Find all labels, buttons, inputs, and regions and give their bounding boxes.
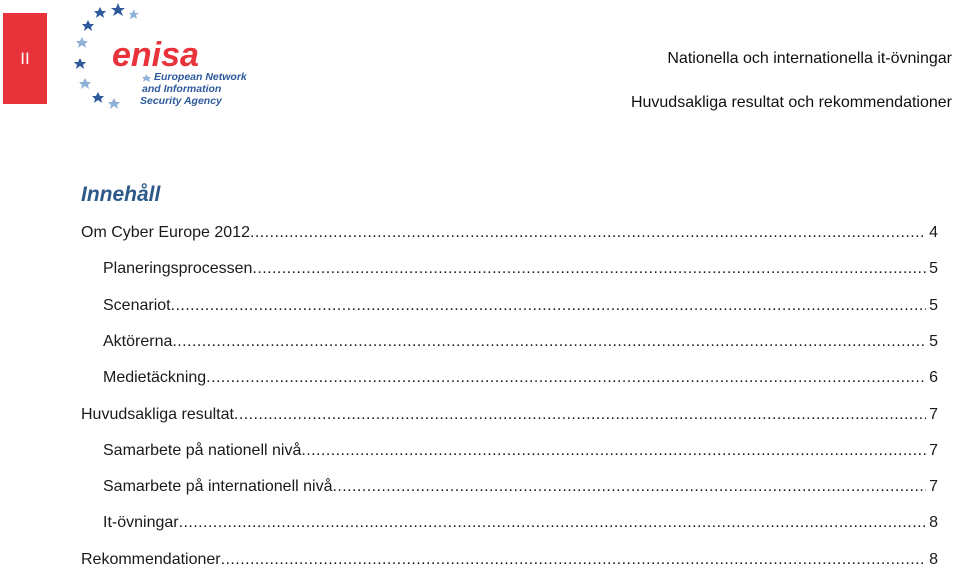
toc-entry-page: 8 [929,514,938,532]
toc-entry-page: 7 [929,405,938,423]
toc-entry[interactable] [103,260,938,282]
toc-dot-leader [234,406,926,424]
toc-heading: Innehåll [81,183,161,206]
toc-dot-leader [252,260,926,278]
toc-entry-label: Planeringsprocessen [103,260,253,278]
toc-entry-label: Om Cyber Europe 2012 [81,224,250,241]
logo-line-1: European Network [154,71,247,83]
toc-dot-leader [250,224,926,242]
toc-entry[interactable] [103,297,938,319]
page-section-tab: II [3,13,47,104]
toc-dot-leader [332,478,926,496]
document-subtitle: Huvudsakliga resultat och rekommendationer [630,94,952,111]
toc-entry-page: 6 [929,369,938,387]
toc-entry-label: Rekommendationer [81,550,221,568]
toc-entry[interactable] [103,478,938,500]
toc-entry[interactable] [103,442,938,464]
toc-entry-page: 5 [929,260,938,278]
toc-entry-page: 4 [929,224,938,241]
toc-entry-label: Huvudsakliga resultat [81,405,234,423]
enisa-logo [74,0,264,118]
toc-dot-leader [301,442,926,460]
toc-entry-label: Samarbete på internationell nivå [103,478,333,496]
logo-wordmark: enisa [112,36,199,74]
toc-entry-label: Aktörerna [103,332,173,350]
toc-entry[interactable] [81,406,938,428]
toc-entry-page: 5 [929,296,938,314]
logo-line-3: Security Agency [140,95,222,107]
document-title: Nationella och internationella it-övningar [667,50,952,67]
toc-entry-page: 7 [929,478,938,496]
toc-dot-leader [206,369,926,387]
toc-entry-page: 8 [929,550,938,568]
toc-entry-label: It-övningar [103,514,179,532]
toc-entry-page: 5 [929,332,938,350]
toc-entry[interactable] [81,224,938,246]
toc-entry-page: 7 [929,441,938,459]
toc-entry-label: Medietäckning [103,369,207,387]
toc-entry[interactable] [81,551,938,573]
toc-entry-label: Samarbete på nationell nivå [103,441,302,459]
toc-entry[interactable] [103,514,938,536]
toc-entry[interactable] [103,369,938,391]
toc-dot-leader [171,297,927,315]
logo-line-2: and Information [142,83,222,95]
toc-dot-leader [221,551,926,569]
toc-entry[interactable] [103,333,938,355]
toc-entry-label: Scenariot [103,296,171,314]
toc-dot-leader [172,333,926,351]
toc-dot-leader [179,514,927,532]
